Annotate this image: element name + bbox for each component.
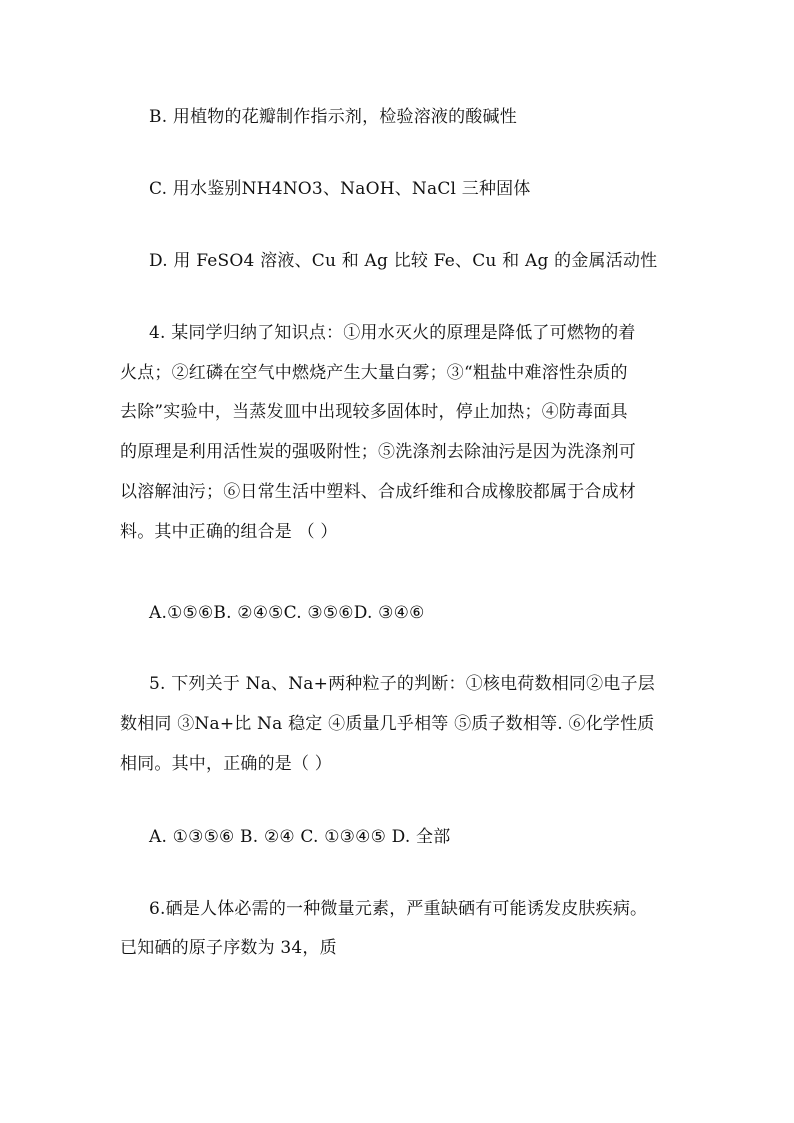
question-5-line-1: 5. 下列关于 Na、Na+两种粒子的判断：①核电荷数相同②电子层 [149,674,655,694]
question-4-line-6: 料。其中正确的组合是 （ ） [120,522,338,542]
option-d-line: D. 用 FeSO4 溶液、Cu 和 Ag 比较 Fe、Cu 和 Ag 的金属活动性 [149,251,658,271]
question-4-line-5: 以溶解油污；⑥日常生活中塑料、合成纤维和合成橡胶都属于合成材 [120,482,636,502]
question-4-options: A.①⑤⑥B. ②④⑤C. ③⑤⑥D. ③④⑥ [149,603,425,623]
question-5-line-3: 相同。其中，正确的是（ ） [120,754,333,774]
question-5-line-2: 数相同 ③Na+比 Na 稳定 ④质量几乎相等 ⑤质子数相等. ⑥化学性质 [120,714,655,734]
question-6-line-1: 6.硒是人体必需的一种微量元素，严重缺硒有可能诱发皮肤疾病。 [149,899,648,919]
question-5-options: A. ①③⑤⑥ B. ②④ C. ①③④⑤ D. 全部 [149,827,451,847]
question-4-line-3: 去除”实验中，当蒸发皿中出现较多固体时，停止加热；④防毒面具 [120,402,628,422]
option-c-line: C. 用水鉴别NH4NO3、NaOH、NaCl 三种固体 [149,179,531,199]
question-4-line-1: 4. 某同学归纳了知识点：①用水灭火的原理是降低了可燃物的着 [149,323,636,343]
question-4-line-2: 火点；②红磷在空气中燃烧产生大量白雾；③“粗盐中难溶性杂质的 [120,363,628,383]
option-b-line: B. 用植物的花瓣制作指示剂，检验溶液的酸碱性 [149,107,517,127]
question-4-line-4: 的原理是利用活性炭的强吸附性；⑤洗涤剂去除油污是因为洗涤剂可 [120,442,636,462]
question-6-line-2: 已知硒的原子序数为 34，质 [120,938,337,958]
